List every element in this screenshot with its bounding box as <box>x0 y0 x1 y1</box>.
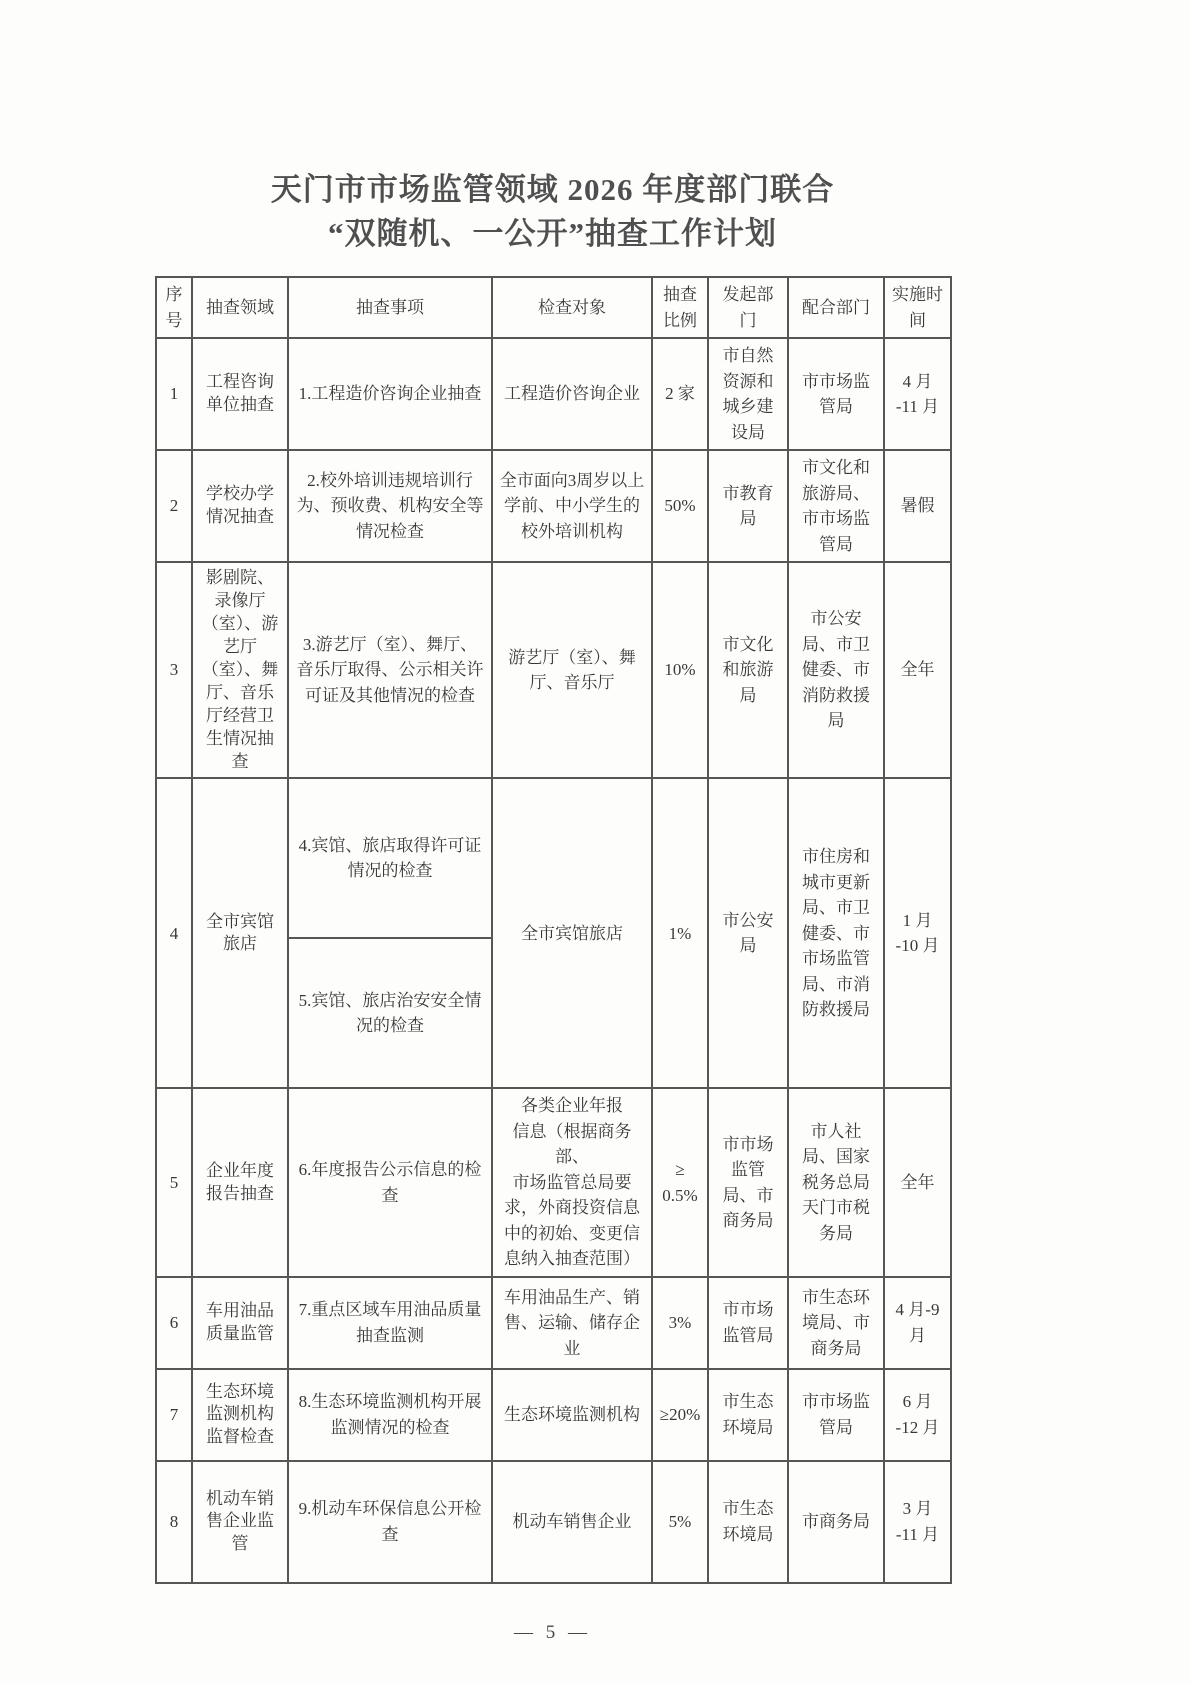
cell-cooperator: 市市场监管局 <box>788 338 884 450</box>
header-initiator: 发起部门 <box>708 277 788 338</box>
table-row <box>156 450 951 562</box>
cell-ratio: 3% <box>652 1277 708 1369</box>
cell-cooperator: 市商务局 <box>788 1461 884 1583</box>
cell-target: 游艺厅（室）、舞厅、音乐厅 <box>492 562 652 778</box>
cell-item: 8.生态环境监测机构开展监测情况的检查 <box>288 1369 492 1461</box>
cell-item-sub-b: 5.宾馆、旅店治安安全情况的检查 <box>288 938 492 1088</box>
table-row <box>156 1461 951 1583</box>
cell-target: 全市宾馆旅店 <box>492 778 652 1088</box>
inspection-plan-table <box>155 276 952 1584</box>
cell-ratio: ≥20% <box>652 1369 708 1461</box>
cell-initiator: 市公安局 <box>708 778 788 1088</box>
cell-target: 车用油品生产、销售、运输、储存企业 <box>492 1277 652 1369</box>
cell-target: 各类企业年报 信息（根据商务部、 市场监管总局要 求，外商投资信息 中的初始、变更信 息纳入抽查范围） <box>492 1088 652 1277</box>
cell-item: 2.校外培训违规培训行为、预收费、机构安全等情况检查 <box>288 450 492 562</box>
table-row <box>156 338 951 450</box>
cell-area: 车用油品质量监管 <box>192 1277 288 1369</box>
cell-ratio: 10% <box>652 562 708 778</box>
cell-area: 机动车销售企业监管 <box>192 1461 288 1583</box>
cell-cooperator: 市公安局、市卫健委、市消防救援局 <box>788 562 884 778</box>
page-number: — 5 — <box>514 1621 591 1643</box>
cell-cooperator: 市住房和城市更新局、市卫健委、市市场监管局、市消防救援局 <box>788 778 884 1088</box>
table-row <box>156 1088 951 1277</box>
cell-item: 1.工程造价咨询企业抽查 <box>288 338 492 450</box>
document-title-line1: 天门市市场监管领域 2026 年度部门联合 <box>270 172 835 207</box>
table-header-row <box>156 277 951 338</box>
cell-cooperator: 市人社局、国家税务总局天门市税务局 <box>788 1088 884 1277</box>
cell-target: 生态环境监测机构 <box>492 1369 652 1461</box>
cell-area: 影剧院、录像厅（室）、游艺厅（室）、舞厅、音乐厅经营卫生情况抽查 <box>192 562 288 778</box>
cell-time: 4 月-9 月 <box>884 1277 951 1369</box>
cell-initiator: 市市场监管局 <box>708 1277 788 1369</box>
cell-ratio: 5% <box>652 1461 708 1583</box>
cell-cooperator: 市市场监管局 <box>788 1369 884 1461</box>
cell-cooperator: 市生态环境局、市商务局 <box>788 1277 884 1369</box>
cell-time: 6 月 -12 月 <box>884 1369 951 1461</box>
cell-ratio: 1% <box>652 778 708 1088</box>
cell-initiator: 市文化和旅游局 <box>708 562 788 778</box>
cell-seq: 2 <box>156 450 192 562</box>
cell-item: 3.游艺厅（室）、舞厅、音乐厅取得、公示相关许可证及其他情况的检查 <box>288 562 492 778</box>
cell-target: 全市面向3周岁以上学前、中小学生的校外培训机构 <box>492 450 652 562</box>
cell-ratio: ≥ 0.5% <box>652 1088 708 1277</box>
cell-time: 暑假 <box>884 450 951 562</box>
cell-area: 全市宾馆旅店 <box>192 778 288 1088</box>
cell-seq: 4 <box>156 778 192 1088</box>
cell-seq: 1 <box>156 338 192 450</box>
cell-seq: 6 <box>156 1277 192 1369</box>
table-row <box>156 1277 951 1369</box>
cell-time: 3 月 -11 月 <box>884 1461 951 1583</box>
cell-item-sub-a: 4.宾馆、旅店取得许可证情况的检查 <box>288 778 492 938</box>
cell-item: 6.年度报告公示信息的检查 <box>288 1088 492 1277</box>
table-row <box>156 1369 951 1461</box>
cell-item: 7.重点区域车用油品质量抽查监测 <box>288 1277 492 1369</box>
cell-area: 企业年度报告抽查 <box>192 1088 288 1277</box>
cell-area: 工程咨询单位抽查 <box>192 338 288 450</box>
cell-initiator: 市教育局 <box>708 450 788 562</box>
document-page <box>155 0 950 1644</box>
cell-ratio: 50% <box>652 450 708 562</box>
cell-cooperator: 市文化和旅游局、市市场监管局 <box>788 450 884 562</box>
header-item: 抽查事项 <box>288 277 492 338</box>
cell-time: 1 月 -10 月 <box>884 778 951 1088</box>
header-time: 实施时间 <box>884 277 951 338</box>
cell-target: 机动车销售企业 <box>492 1461 652 1583</box>
cell-seq: 8 <box>156 1461 192 1583</box>
header-seq: 序号 <box>156 277 192 338</box>
cell-ratio: 2 家 <box>652 338 708 450</box>
cell-initiator: 市生态环境局 <box>708 1461 788 1583</box>
header-target: 检查对象 <box>492 277 652 338</box>
document-title-line2: “双随机、一公开”抽查工作计划 <box>328 216 777 251</box>
header-area: 抽查领域 <box>192 277 288 338</box>
cell-seq: 7 <box>156 1369 192 1461</box>
header-ratio: 抽查比例 <box>652 277 708 338</box>
cell-initiator: 市市场监管局、市商务局 <box>708 1088 788 1277</box>
cell-time: 4 月 -11 月 <box>884 338 951 450</box>
cell-time: 全年 <box>884 1088 951 1277</box>
cell-target: 工程造价咨询企业 <box>492 338 652 450</box>
cell-area: 生态环境监测机构监督检查 <box>192 1369 288 1461</box>
header-cooperator: 配合部门 <box>788 277 884 338</box>
cell-initiator: 市生态环境局 <box>708 1369 788 1461</box>
cell-seq: 5 <box>156 1088 192 1277</box>
cell-area: 学校办学情况抽查 <box>192 450 288 562</box>
document-title <box>155 168 950 256</box>
table-row <box>156 562 951 778</box>
cell-initiator: 市自然资源和城乡建设局 <box>708 338 788 450</box>
cell-seq: 3 <box>156 562 192 778</box>
table-row <box>156 778 951 938</box>
cell-item: 9.机动车环保信息公开检查 <box>288 1461 492 1583</box>
cell-time: 全年 <box>884 562 951 778</box>
